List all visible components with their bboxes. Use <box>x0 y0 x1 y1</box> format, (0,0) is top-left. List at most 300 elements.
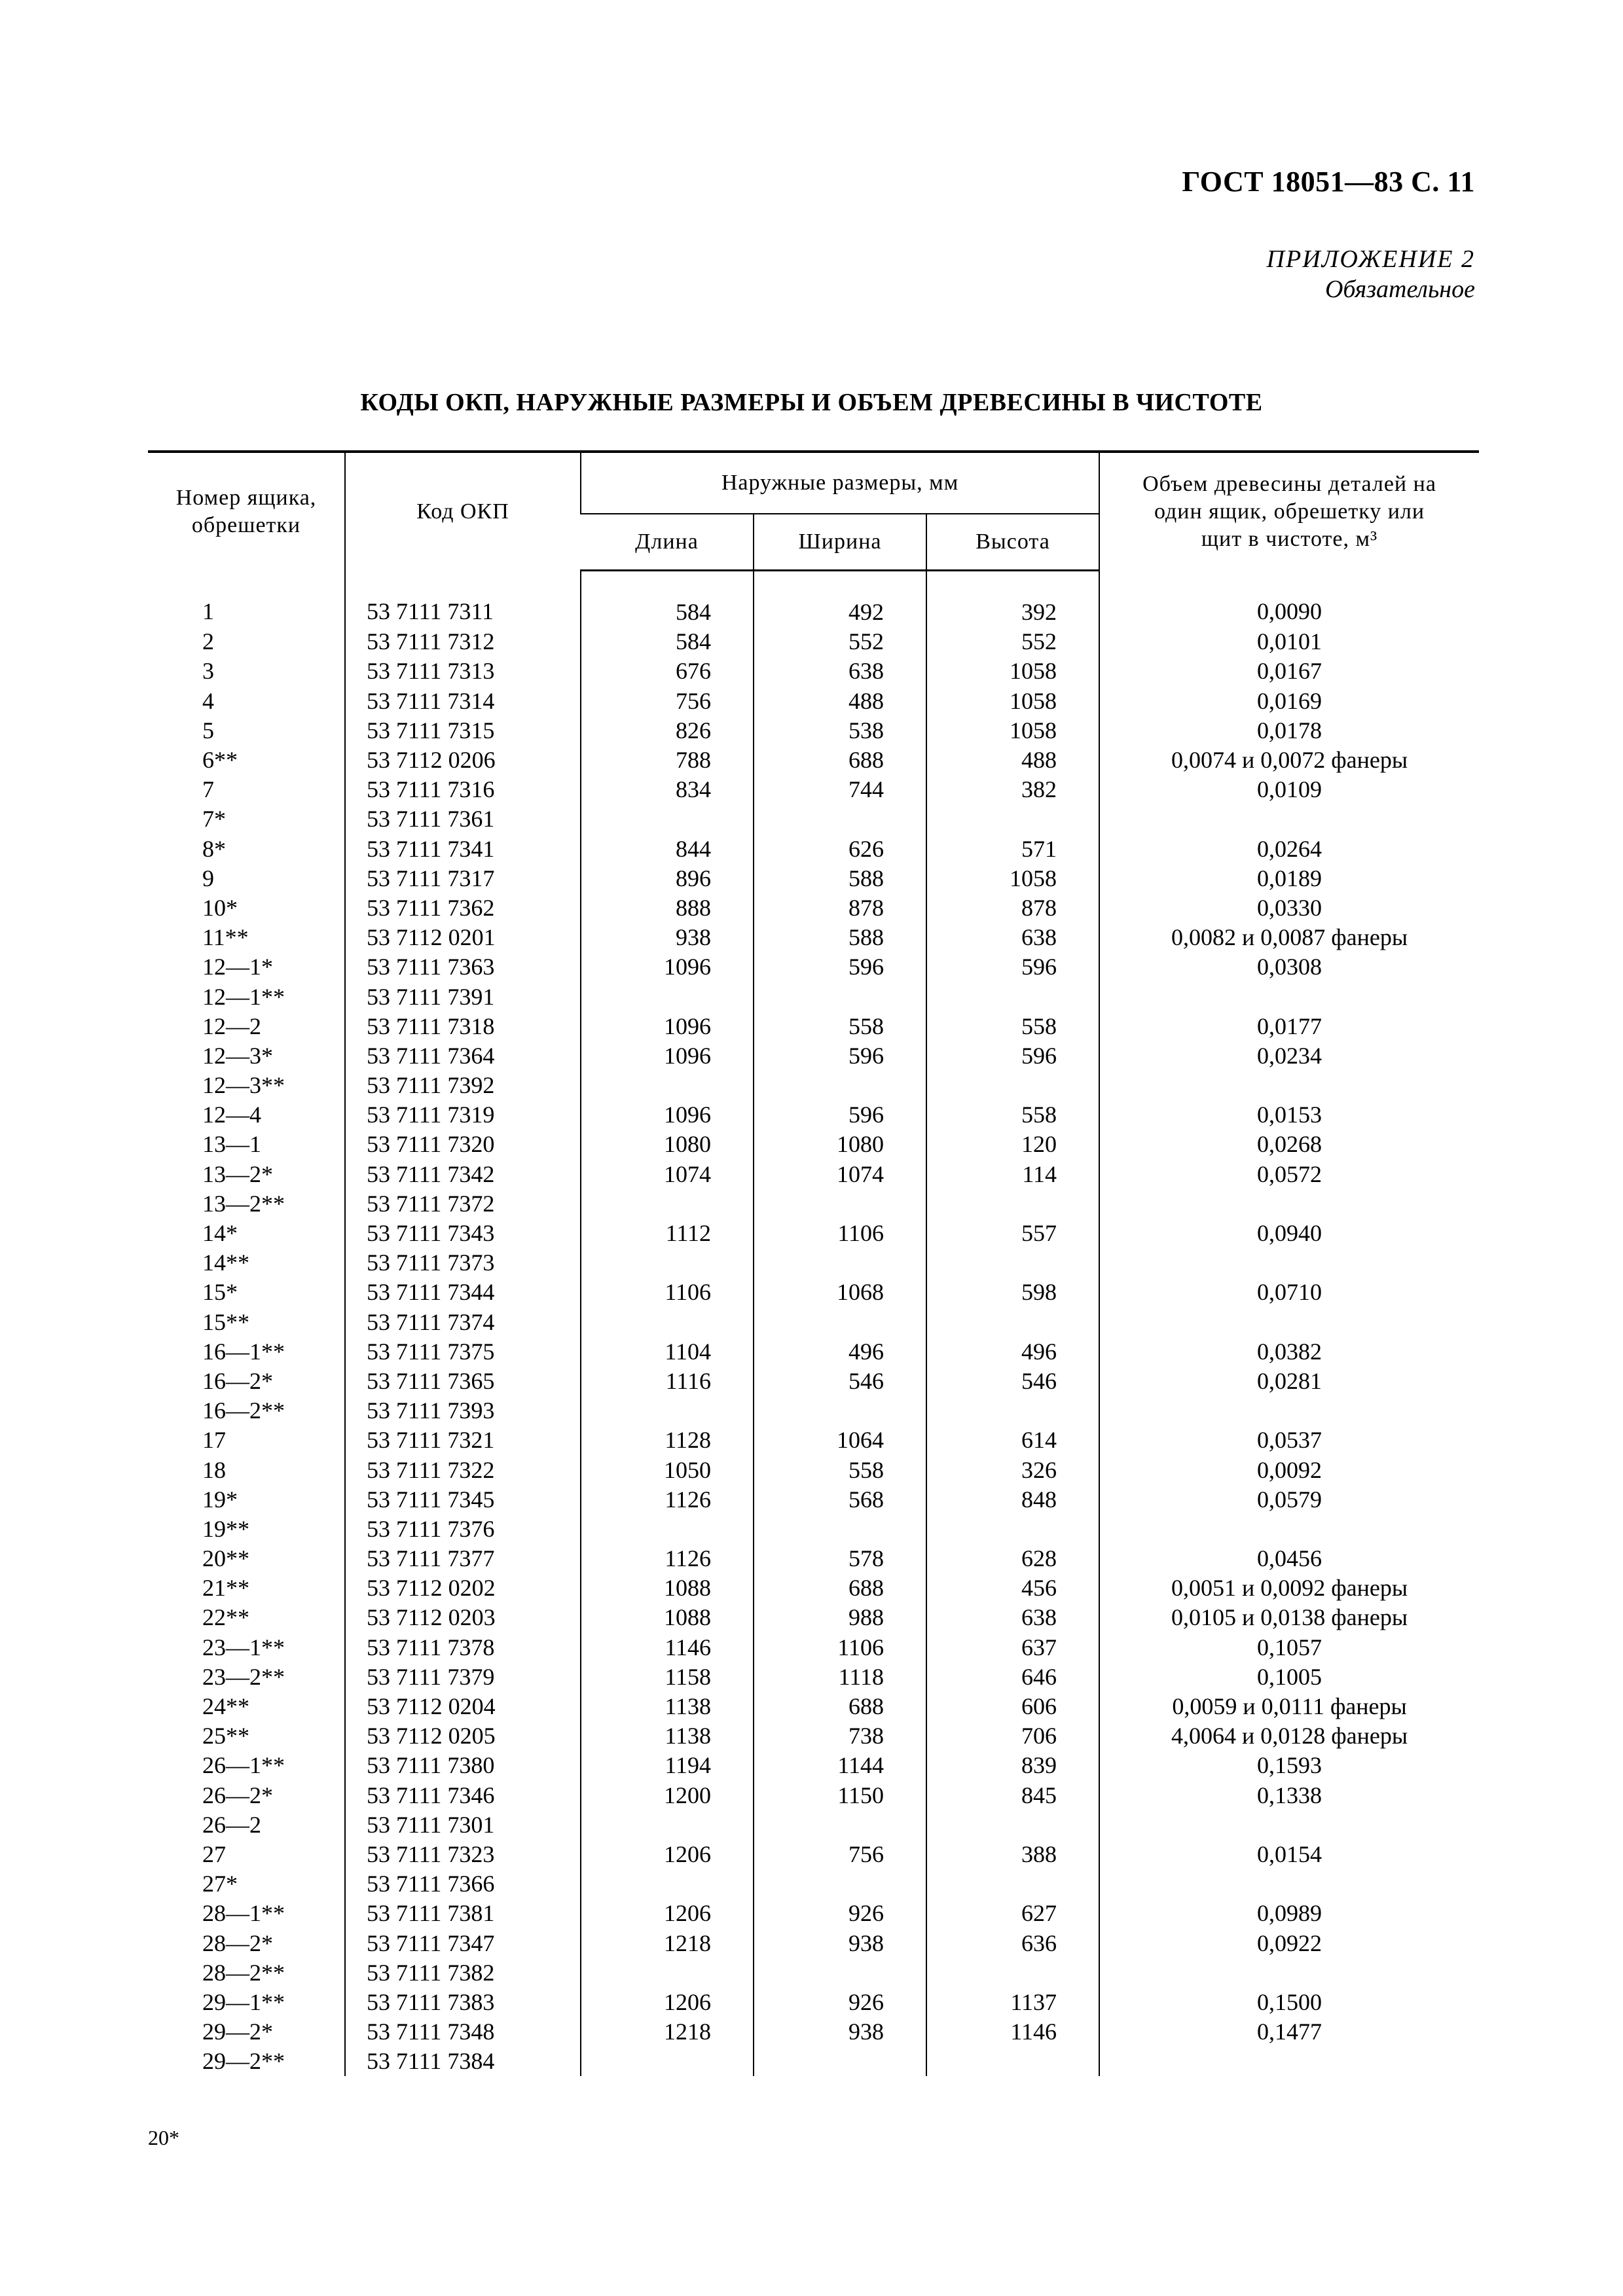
cell-height: 636 <box>926 1928 1099 1958</box>
cell-box-number: 7 <box>202 776 214 803</box>
cell-box-number: 14* <box>202 1220 238 1247</box>
cell-okp-code: 53 7111 7346 <box>345 1781 581 1810</box>
cell-box-number: 4 <box>202 687 214 714</box>
cell-okp-code: 53 7111 7392 <box>345 1071 581 1100</box>
cell-okp-code: 53 7111 7323 <box>345 1840 581 1869</box>
cell-okp-code: 53 7111 7319 <box>345 1100 581 1130</box>
cell-okp-code: 53 7111 7382 <box>345 1958 581 1988</box>
cell-okp-code: 53 7111 7364 <box>345 1041 581 1071</box>
cell-box-number: 13—2** <box>202 1190 285 1217</box>
cell-length: 844 <box>581 834 754 864</box>
cell-box-number: 28—2* <box>202 1929 273 1956</box>
cell-okp-code: 53 7111 7344 <box>345 1278 581 1307</box>
cell-okp-code: 53 7111 7314 <box>345 687 581 716</box>
cell-height: 598 <box>926 1278 1099 1307</box>
cell-width <box>754 804 926 834</box>
cell-height: 546 <box>926 1367 1099 1396</box>
cell-okp-code: 53 7111 7379 <box>345 1662 581 1692</box>
okp-codes-table <box>148 450 1479 2076</box>
cell-height: 1058 <box>926 864 1099 893</box>
cell-okp-code: 53 7111 7384 <box>345 2047 581 2076</box>
cell-volume: 0,0059 и 0,0111 фанеры <box>1099 1692 1479 1721</box>
cell-volume: 0,0101 <box>1099 627 1479 656</box>
cell-volume: 0,0268 <box>1099 1130 1479 1159</box>
appendix-title: ПРИЛОЖЕНИЕ 2 <box>1266 245 1475 273</box>
table-row <box>148 1633 1479 1662</box>
cell-okp-code: 53 7111 7311 <box>345 571 581 628</box>
cell-okp-code: 53 7111 7378 <box>345 1633 581 1662</box>
cell-length: 1126 <box>581 1544 754 1573</box>
cell-volume: 0,0178 <box>1099 716 1479 745</box>
cell-length: 1096 <box>581 1012 754 1041</box>
table-row <box>148 1130 1479 1159</box>
cell-box-number: 2 <box>202 628 214 655</box>
cell-height <box>926 1515 1099 1544</box>
cell-length <box>581 1248 754 1278</box>
cell-width <box>754 1308 926 1337</box>
cell-width: 938 <box>754 1928 926 1958</box>
table-row <box>148 1396 1479 1426</box>
cell-width <box>754 1810 926 1840</box>
cell-volume: 0,0154 <box>1099 1840 1479 1869</box>
cell-height: 114 <box>926 1160 1099 1189</box>
cell-okp-code: 53 7111 7366 <box>345 1869 581 1899</box>
table-row <box>148 1869 1479 1899</box>
table-row <box>148 1071 1479 1100</box>
cell-width: 588 <box>754 923 926 952</box>
cell-box-number: 21** <box>202 1575 249 1602</box>
cell-width <box>754 1869 926 1899</box>
cell-volume <box>1099 804 1479 834</box>
cell-volume: 0,0234 <box>1099 1041 1479 1071</box>
cell-width: 626 <box>754 834 926 864</box>
cell-okp-code: 53 7111 7376 <box>345 1515 581 1544</box>
cell-height: 388 <box>926 1840 1099 1869</box>
col-header-dimensions: Наружные размеры, мм <box>581 452 1099 514</box>
cell-volume: 0,0572 <box>1099 1160 1479 1189</box>
cell-width: 738 <box>754 1721 926 1751</box>
cell-okp-code: 53 7111 7321 <box>345 1426 581 1455</box>
cell-length: 1200 <box>581 1781 754 1810</box>
cell-width: 1080 <box>754 1130 926 1159</box>
cell-width: 1068 <box>754 1278 926 1307</box>
appendix-block <box>1267 244 1475 304</box>
cell-height: 392 <box>926 571 1099 628</box>
cell-length: 1096 <box>581 952 754 982</box>
cell-box-number: 1 <box>202 598 214 625</box>
cell-length: 1096 <box>581 1100 754 1130</box>
cell-box-number: 27* <box>202 1871 238 1897</box>
cell-length: 1146 <box>581 1633 754 1662</box>
cell-width: 688 <box>754 1692 926 1721</box>
cell-box-number: 29—2** <box>202 2048 285 2075</box>
cell-length: 676 <box>581 656 754 686</box>
cell-length: 938 <box>581 923 754 952</box>
col-header-box-number: Номер ящика, обрешетки <box>148 452 345 571</box>
cell-length: 756 <box>581 687 754 716</box>
cell-length <box>581 1515 754 1544</box>
cell-height: 552 <box>926 627 1099 656</box>
cell-length <box>581 1308 754 1337</box>
table-row <box>148 1189 1479 1219</box>
cell-okp-code: 53 7111 7363 <box>345 952 581 982</box>
cell-width: 1144 <box>754 1751 926 1780</box>
cell-width <box>754 1248 926 1278</box>
cell-width <box>754 2047 926 2076</box>
cell-length: 1218 <box>581 2017 754 2047</box>
cell-volume: 0,0330 <box>1099 893 1479 923</box>
cell-okp-code: 53 7111 7365 <box>345 1367 581 1396</box>
cell-height: 456 <box>926 1573 1099 1603</box>
cell-okp-code: 53 7112 0203 <box>345 1603 581 1632</box>
cell-length <box>581 982 754 1011</box>
cell-height: 646 <box>926 1662 1099 1692</box>
cell-box-number: 23—2** <box>202 1663 285 1690</box>
cell-height <box>926 804 1099 834</box>
table-row <box>148 1721 1479 1751</box>
cell-volume: 0,0940 <box>1099 1219 1479 1248</box>
cell-volume: 0,0281 <box>1099 1367 1479 1396</box>
cell-height <box>926 1308 1099 1337</box>
cell-height: 638 <box>926 923 1099 952</box>
cell-okp-code: 53 7111 7391 <box>345 982 581 1011</box>
cell-width: 492 <box>754 571 926 628</box>
cell-box-number: 19* <box>202 1486 238 1513</box>
cell-height: 638 <box>926 1603 1099 1632</box>
cell-width: 878 <box>754 893 926 923</box>
cell-height: 1058 <box>926 716 1099 745</box>
cell-width: 1106 <box>754 1633 926 1662</box>
cell-width: 596 <box>754 952 926 982</box>
cell-length <box>581 1071 754 1100</box>
cell-height: 637 <box>926 1633 1099 1662</box>
table-row <box>148 1426 1479 1455</box>
cell-length: 1158 <box>581 1662 754 1692</box>
cell-width: 688 <box>754 745 926 775</box>
table-row <box>148 1248 1479 1278</box>
cell-volume <box>1099 1248 1479 1278</box>
cell-volume <box>1099 1396 1479 1426</box>
cell-box-number: 16—2** <box>202 1397 285 1424</box>
table-row <box>148 864 1479 893</box>
cell-volume: 0,0082 и 0,0087 фанеры <box>1099 923 1479 952</box>
cell-okp-code: 53 7111 7377 <box>345 1544 581 1573</box>
cell-box-number: 28—1** <box>202 1900 285 1927</box>
cell-okp-code: 53 7111 7393 <box>345 1396 581 1426</box>
table-row <box>148 1367 1479 1396</box>
cell-width: 988 <box>754 1603 926 1632</box>
table-row <box>148 1544 1479 1573</box>
cell-box-number: 12—1* <box>202 954 273 980</box>
cell-height: 614 <box>926 1426 1099 1455</box>
table-row <box>148 775 1479 804</box>
cell-box-number: 16—2* <box>202 1367 273 1394</box>
cell-volume: 0,1593 <box>1099 1751 1479 1780</box>
cell-okp-code: 53 7111 7373 <box>345 1248 581 1278</box>
cell-volume <box>1099 1071 1479 1100</box>
cell-height: 845 <box>926 1781 1099 1810</box>
cell-width: 558 <box>754 1012 926 1041</box>
table-row <box>148 1308 1479 1337</box>
cell-height: 596 <box>926 1041 1099 1071</box>
cell-box-number: 29—2* <box>202 2018 273 2045</box>
table-row <box>148 834 1479 864</box>
cell-length: 1106 <box>581 1278 754 1307</box>
cell-volume: 0,0105 и 0,0138 фанеры <box>1099 1603 1479 1632</box>
cell-volume: 0,0092 <box>1099 1455 1479 1484</box>
cell-volume: 0,0153 <box>1099 1100 1479 1130</box>
cell-volume: 4,0064 и 0,0128 фанеры <box>1099 1721 1479 1751</box>
cell-length: 1116 <box>581 1367 754 1396</box>
cell-box-number: 29—1** <box>202 1988 285 2015</box>
table-row <box>148 656 1479 686</box>
cell-box-number: 26—2 <box>202 1811 261 1838</box>
cell-width: 558 <box>754 1455 926 1484</box>
appendix-note: Обязательное <box>1324 276 1475 303</box>
cell-box-number: 12—1** <box>202 983 285 1010</box>
cell-length <box>581 1810 754 1840</box>
cell-width: 1074 <box>754 1160 926 1189</box>
cell-width: 1064 <box>754 1426 926 1455</box>
cell-okp-code: 53 7112 0206 <box>345 745 581 775</box>
cell-height: 839 <box>926 1751 1099 1780</box>
table-row <box>148 1041 1479 1071</box>
table-row <box>148 1278 1479 1307</box>
cell-width: 1106 <box>754 1219 926 1248</box>
cell-height: 627 <box>926 1899 1099 1928</box>
cell-box-number: 9 <box>202 865 214 891</box>
cell-width: 596 <box>754 1041 926 1071</box>
cell-box-number: 23—1** <box>202 1634 285 1660</box>
cell-height: 557 <box>926 1219 1099 1248</box>
cell-width: 756 <box>754 1840 926 1869</box>
cell-okp-code: 53 7111 7342 <box>345 1160 581 1189</box>
table-row <box>148 627 1479 656</box>
cell-volume: 0,0456 <box>1099 1544 1479 1573</box>
cell-volume <box>1099 2047 1479 2076</box>
cell-box-number: 10* <box>202 894 238 921</box>
cell-length: 1050 <box>581 1455 754 1484</box>
cell-length: 788 <box>581 745 754 775</box>
cell-volume: 0,0922 <box>1099 1928 1479 1958</box>
cell-volume: 0,1057 <box>1099 1633 1479 1662</box>
cell-width <box>754 1189 926 1219</box>
cell-width: 926 <box>754 1988 926 2017</box>
cell-height: 628 <box>926 1544 1099 1573</box>
table-row <box>148 893 1479 923</box>
cell-box-number: 20** <box>202 1545 249 1572</box>
document-code: ГОСТ 18051—83 С. 11 <box>1182 166 1475 198</box>
cell-height: 1146 <box>926 2017 1099 2047</box>
cell-height: 1137 <box>926 1988 1099 2017</box>
cell-width: 538 <box>754 716 926 745</box>
cell-width: 938 <box>754 2017 926 2047</box>
table-row <box>148 952 1479 982</box>
cell-length: 1104 <box>581 1337 754 1367</box>
cell-box-number: 13—2* <box>202 1160 273 1187</box>
cell-volume: 0,1338 <box>1099 1781 1479 1810</box>
table-row <box>148 1012 1479 1041</box>
cell-okp-code: 53 7111 7313 <box>345 656 581 686</box>
cell-width: 488 <box>754 687 926 716</box>
cell-length: 888 <box>581 893 754 923</box>
cell-width: 568 <box>754 1485 926 1515</box>
cell-width <box>754 1958 926 1988</box>
table-row <box>148 1455 1479 1484</box>
cell-box-number: 13—1 <box>202 1131 261 1158</box>
cell-volume: 0,0382 <box>1099 1337 1479 1367</box>
cell-length: 826 <box>581 716 754 745</box>
cell-length: 584 <box>581 571 754 628</box>
col-header-width: Ширина <box>754 514 926 571</box>
cell-length: 896 <box>581 864 754 893</box>
table-row <box>148 1781 1479 1810</box>
cell-box-number: 14** <box>202 1249 249 1276</box>
table-title: КОДЫ ОКП, НАРУЖНЫЕ РАЗМЕРЫ И ОБЪЕМ ДРЕВЕСИНЫ В ЧИСТОТЕ <box>360 389 1263 416</box>
cell-length: 1088 <box>581 1603 754 1632</box>
cell-okp-code: 53 7111 7383 <box>345 1988 581 2017</box>
table-row <box>148 1485 1479 1515</box>
cell-okp-code: 53 7111 7315 <box>345 716 581 745</box>
cell-volume: 0,0308 <box>1099 952 1479 982</box>
cell-volume: 0,0090 <box>1099 571 1479 628</box>
col-header-height: Высота <box>926 514 1099 571</box>
cell-height: 571 <box>926 834 1099 864</box>
cell-volume: 0,0710 <box>1099 1278 1479 1307</box>
cell-volume: 0,0989 <box>1099 1899 1479 1928</box>
cell-box-number: 6** <box>202 747 238 774</box>
cell-height: 706 <box>926 1721 1099 1751</box>
cell-width: 588 <box>754 864 926 893</box>
cell-volume: 0,0264 <box>1099 834 1479 864</box>
table-row <box>148 687 1479 716</box>
cell-width: 596 <box>754 1100 926 1130</box>
table-row <box>148 1515 1479 1544</box>
cell-okp-code: 53 7111 7341 <box>345 834 581 864</box>
cell-okp-code: 53 7111 7381 <box>345 1899 581 1928</box>
cell-box-number: 15** <box>202 1308 249 1335</box>
cell-box-number: 25** <box>202 1723 249 1749</box>
cell-box-number: 12—3* <box>202 1042 273 1069</box>
table-row <box>148 1573 1479 1603</box>
cell-height: 326 <box>926 1455 1099 1484</box>
cell-length <box>581 1958 754 1988</box>
table-row <box>148 745 1479 775</box>
cell-length: 1194 <box>581 1751 754 1780</box>
cell-length: 1206 <box>581 1840 754 1869</box>
cell-box-number: 11** <box>202 924 249 951</box>
cell-width: 552 <box>754 627 926 656</box>
cell-okp-code: 53 7111 7343 <box>345 1219 581 1248</box>
col-header-okp-code: Код ОКП <box>345 452 581 571</box>
cell-length: 584 <box>581 627 754 656</box>
cell-height <box>926 1189 1099 1219</box>
table-row <box>148 1751 1479 1780</box>
cell-width <box>754 1515 926 1544</box>
cell-okp-code: 53 7111 7375 <box>345 1337 581 1367</box>
table-row <box>148 1662 1479 1692</box>
col-header-length: Длина <box>581 514 754 571</box>
cell-okp-code: 53 7111 7345 <box>345 1485 581 1515</box>
table-row <box>148 1840 1479 1869</box>
cell-width: 496 <box>754 1337 926 1367</box>
cell-height: 382 <box>926 775 1099 804</box>
col-header-volume: Объем древесины деталей на один ящик, обрешетку или щит в чистоте, м³ <box>1099 452 1479 571</box>
page-footer-mark: 20* <box>148 2126 179 2149</box>
cell-box-number: 17 <box>202 1427 226 1454</box>
cell-length: 1206 <box>581 1899 754 1928</box>
cell-length: 1138 <box>581 1721 754 1751</box>
cell-volume <box>1099 1869 1479 1899</box>
table-row <box>148 1219 1479 1248</box>
cell-okp-code: 53 7112 0201 <box>345 923 581 952</box>
cell-width <box>754 1396 926 1426</box>
cell-width: 744 <box>754 775 926 804</box>
cell-width: 926 <box>754 1899 926 1928</box>
table-body <box>148 571 1479 2077</box>
cell-height: 120 <box>926 1130 1099 1159</box>
cell-okp-code: 53 7111 7320 <box>345 1130 581 1159</box>
cell-okp-code: 53 7111 7318 <box>345 1012 581 1041</box>
cell-volume: 0,0189 <box>1099 864 1479 893</box>
cell-volume <box>1099 1515 1479 1544</box>
cell-width: 1118 <box>754 1662 926 1692</box>
cell-height <box>926 1810 1099 1840</box>
cell-length: 1206 <box>581 1988 754 2017</box>
cell-length: 1088 <box>581 1573 754 1603</box>
cell-length: 1126 <box>581 1485 754 1515</box>
cell-length: 834 <box>581 775 754 804</box>
cell-okp-code: 53 7112 0204 <box>345 1692 581 1721</box>
cell-okp-code: 53 7111 7348 <box>345 2017 581 2047</box>
cell-box-number: 18 <box>202 1456 226 1483</box>
table-row <box>148 1988 1479 2017</box>
cell-height: 606 <box>926 1692 1099 1721</box>
table-row <box>148 1337 1479 1367</box>
cell-length: 1112 <box>581 1219 754 1248</box>
table-row <box>148 1603 1479 1632</box>
cell-okp-code: 53 7111 7372 <box>345 1189 581 1219</box>
cell-length: 1096 <box>581 1041 754 1071</box>
cell-okp-code: 53 7111 7362 <box>345 893 581 923</box>
cell-length: 1128 <box>581 1426 754 1455</box>
cell-box-number: 5 <box>202 717 214 744</box>
cell-okp-code: 53 7111 7380 <box>345 1751 581 1780</box>
cell-okp-code: 53 7112 0202 <box>345 1573 581 1603</box>
cell-volume: 0,0167 <box>1099 656 1479 686</box>
cell-box-number: 12—4 <box>202 1102 261 1128</box>
cell-width: 1150 <box>754 1781 926 1810</box>
cell-width: 578 <box>754 1544 926 1573</box>
cell-height <box>926 1958 1099 1988</box>
table-row <box>148 716 1479 745</box>
table-row <box>148 1160 1479 1189</box>
cell-length <box>581 2047 754 2076</box>
cell-volume: 0,1500 <box>1099 1988 1479 2017</box>
cell-volume: 0,0579 <box>1099 1485 1479 1515</box>
cell-box-number: 19** <box>202 1515 249 1542</box>
table-row <box>148 1928 1479 1958</box>
cell-volume: 0,0074 и 0,0072 фанеры <box>1099 745 1479 775</box>
cell-volume: 0,0177 <box>1099 1012 1479 1041</box>
table-row <box>148 2047 1479 2076</box>
cell-box-number: 12—2 <box>202 1013 261 1039</box>
cell-length: 1138 <box>581 1692 754 1721</box>
cell-height <box>926 1248 1099 1278</box>
cell-width: 638 <box>754 656 926 686</box>
cell-okp-code: 53 7111 7316 <box>345 775 581 804</box>
cell-box-number: 26—2* <box>202 1782 273 1808</box>
